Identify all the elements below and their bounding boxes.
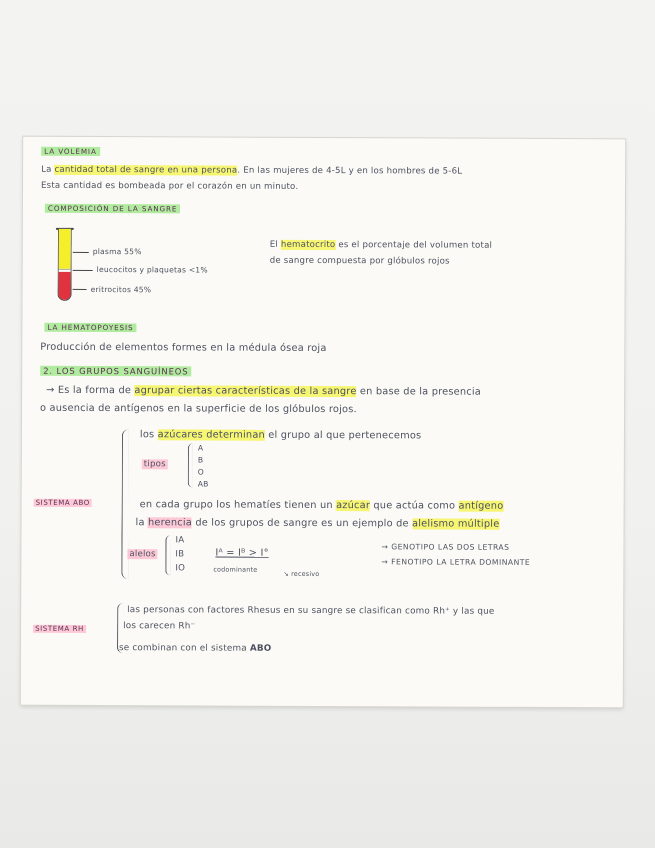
grupos-line-2: o ausencia de antígenos en la superficie de los glóbulos rojos.: [40, 402, 357, 416]
hematocrito-highlight: hematocrito: [280, 239, 336, 251]
alelo-io: IO: [175, 563, 186, 574]
label-leucocitos: leucocitos y plaquetas <1%: [96, 265, 208, 275]
hematocrito-line-1: El hematocrito es el porcentaje del volumen total: [269, 239, 493, 251]
abo-azucares-line: los azúcares determinan el grupo al que pertenecemos: [139, 429, 422, 442]
heading-composicion: COMPOSICIÓN DE LA SANGRE: [45, 204, 180, 214]
label-plasma: plasma 55%: [92, 246, 142, 257]
plasma-layer: [59, 229, 71, 270]
alelo-ib: IB: [175, 549, 185, 560]
hematopoyesis-text: Producción de elementos formes en la médula ósea roja: [40, 341, 327, 355]
heading-hematopoyesis: LA HEMATOPOYESIS: [44, 323, 136, 332]
heading-volemia: LA VOLEMIA: [41, 147, 100, 156]
grupos-line-1: → Es la forma de agrupar ciertas características de la sangre en base de la presencia: [46, 384, 482, 398]
azucares-highlight: azúcares determinan: [157, 429, 265, 441]
tipos-brace: [188, 443, 193, 487]
label-sistema-rh: SISTEMA RH: [35, 624, 84, 633]
label-sistema-abo: SISTEMA ABO: [35, 498, 90, 507]
tick-leucocitos: [73, 270, 93, 271]
tick-eritrocitos: [73, 289, 87, 290]
azucar-highlight: azúcar: [336, 500, 371, 512]
herencia-highlight: herencia: [147, 517, 193, 529]
volemia-line-2: Esta cantidad es bombeada por el corazón en un minuto.: [41, 180, 299, 192]
rh-line-3: se combinan con el sistema ABO: [118, 643, 272, 654]
dominance-formula: Iᴬ = Iᴮ > I°: [215, 547, 269, 559]
tipo-a: A: [197, 443, 204, 453]
antigeno-highlight: antígeno: [458, 500, 504, 512]
notebook-page: [21, 137, 625, 708]
rh-line-1: las personas con factores Rhesus en su sangre se clasifican como Rh⁺ y las que: [127, 605, 495, 617]
tipos-label: tipos: [143, 459, 166, 470]
abo-herencia-line: la herencia de los grupos de sangre es un ejemplo de alelismo múltiple: [135, 517, 500, 530]
hematocrito-line-2: de sangre compuesta por glóbulos rojos: [269, 255, 450, 267]
grupos-highlight: agrupar ciertas características de la sangre: [134, 385, 357, 398]
test-tube-illustration: [58, 229, 72, 301]
alelismo-highlight: alelismo múltiple: [412, 518, 500, 530]
eritrocitos-layer: [59, 272, 71, 300]
rh-line-2: los carecen Rh⁻: [123, 621, 196, 632]
codominante-note: codominante: [213, 565, 258, 574]
heading-grupos-sanguineos: 2. LOS GRUPOS SANGUÍNEOS: [40, 366, 191, 377]
tipo-ab: AB: [197, 479, 209, 489]
alelos-label: alelos: [129, 549, 156, 560]
tipo-o: O: [197, 467, 204, 477]
abo-hematies-line: en cada grupo los hematíes tienen un azúcar que actúa como antígeno: [139, 499, 504, 512]
fenotipo-note: → FENOTIPO LA LETRA DOMINANTE: [381, 557, 531, 567]
tipo-b: B: [197, 455, 204, 465]
genotipo-note: → GENOTIPO LAS DOS LETRAS: [381, 542, 510, 552]
label-eritrocitos: eritrocitos 45%: [90, 284, 152, 295]
volemia-line-1: La cantidad total de sangre en una persona. En las mujeres de 4-5L y en los hombres de 5-6L: [41, 164, 463, 177]
volemia-highlight: cantidad total de sangre en una persona: [54, 164, 238, 176]
recesivo-note: ↘ recesivo: [283, 569, 320, 578]
tick-plasma: [73, 252, 89, 253]
alelos-brace: [165, 535, 170, 575]
alelo-ia: IA: [175, 535, 185, 546]
